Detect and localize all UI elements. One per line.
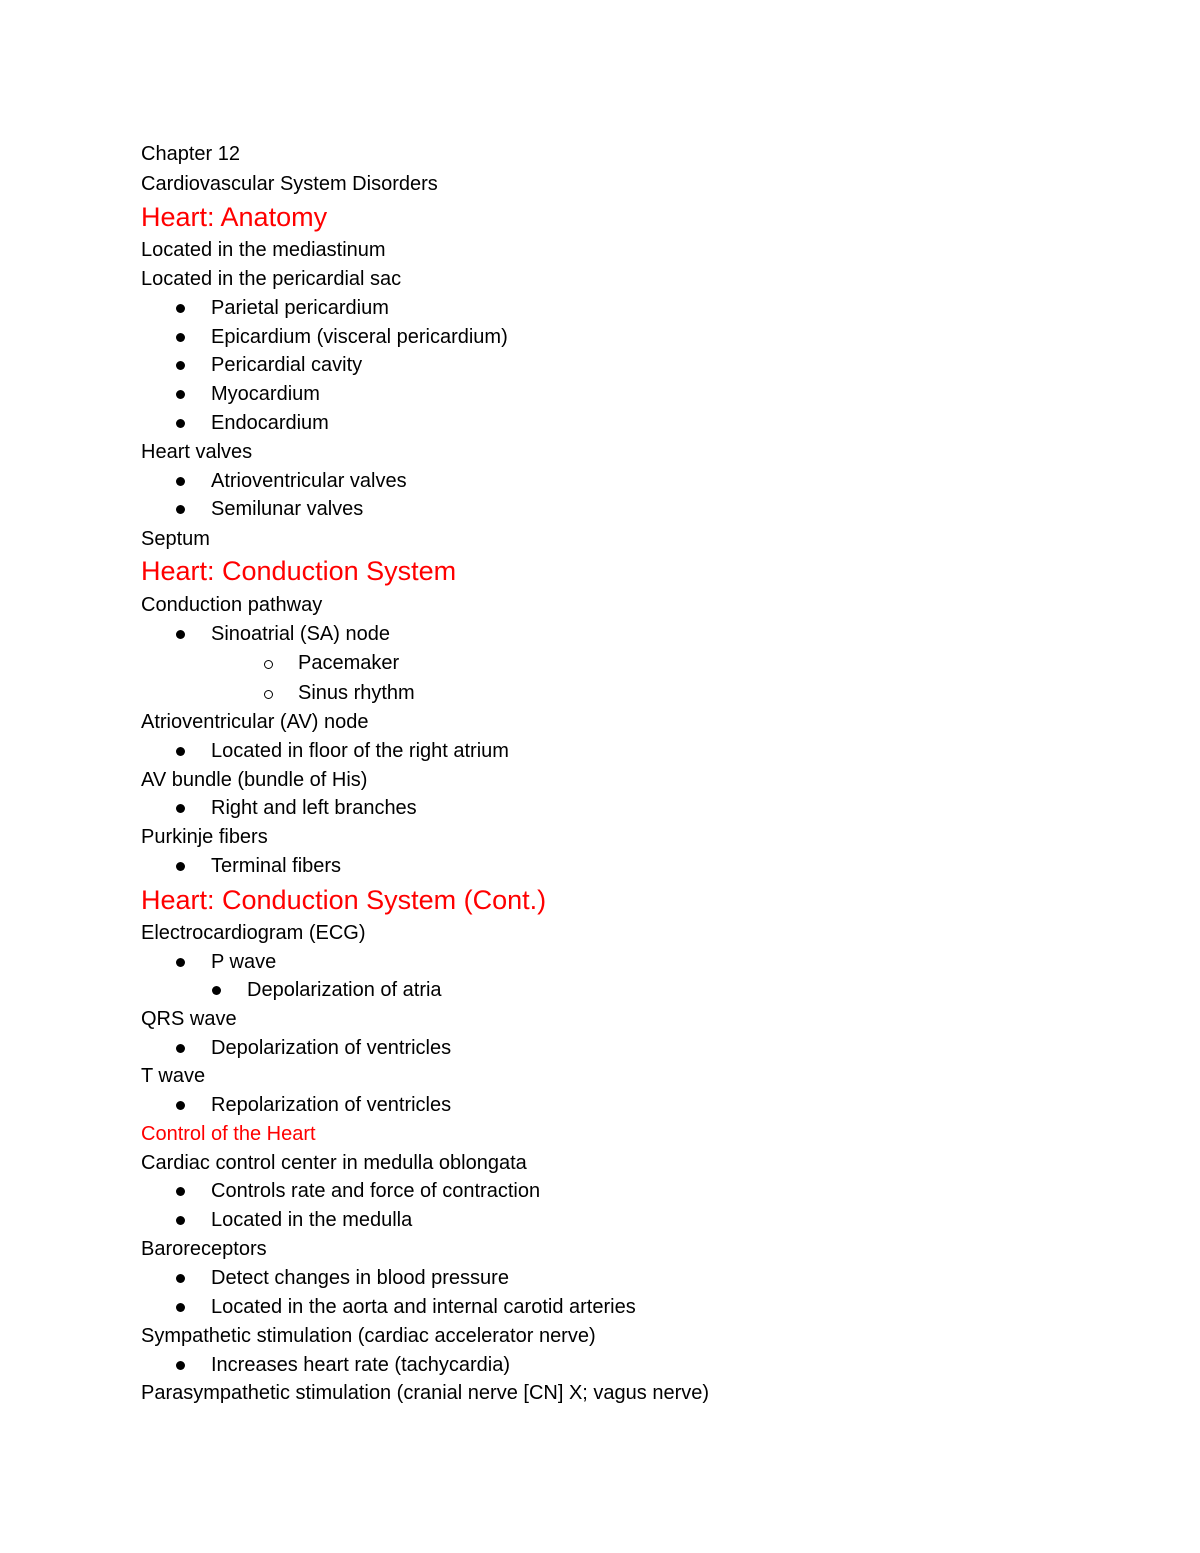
- list-item: Semilunar valves: [211, 498, 364, 520]
- bullet-icon: [176, 1101, 185, 1110]
- list-item: Detect changes in blood pressure: [211, 1267, 509, 1289]
- section-heading: Heart: Conduction System (Cont.): [141, 885, 547, 915]
- body-line: Heart valves: [141, 441, 253, 463]
- bullet-icon: [176, 333, 185, 342]
- bullet-icon: [176, 747, 185, 756]
- bullet-icon: [176, 1044, 185, 1053]
- sub-list-item: Sinus rhythm: [298, 682, 415, 704]
- subsection-heading: Control of the Heart: [141, 1123, 316, 1145]
- list-item: Atrioventricular valves: [211, 470, 407, 492]
- bullet-icon: [176, 862, 185, 871]
- list-item: Depolarization of ventricles: [211, 1037, 452, 1059]
- bullet-icon: [176, 505, 185, 514]
- bullet-icon: [176, 477, 185, 486]
- list-item: Pericardial cavity: [211, 354, 363, 376]
- list-item: Located in floor of the right atrium: [211, 740, 509, 762]
- section-heading: Heart: Conduction System: [141, 556, 457, 586]
- bullet-icon: [176, 1361, 185, 1370]
- bullet-icon: [176, 304, 185, 313]
- list-item: Sinoatrial (SA) node: [211, 623, 390, 645]
- bullet-icon: [212, 986, 221, 995]
- bullet-icon: [176, 1187, 185, 1196]
- body-line: Located in the mediastinum: [141, 239, 386, 261]
- bullet-icon: [176, 1274, 185, 1283]
- circle-bullet-icon: [264, 660, 273, 669]
- bullet-icon: [176, 361, 185, 370]
- list-item: Located in the medulla: [211, 1209, 413, 1231]
- body-line: Located in the pericardial sac: [141, 268, 402, 290]
- body-line: Atrioventricular (AV) node: [141, 711, 369, 733]
- circle-bullet-icon: [264, 690, 273, 699]
- body-line: Purkinje fibers: [141, 826, 268, 848]
- body-line: Cardiac control center in medulla oblongata: [141, 1152, 527, 1174]
- list-item: Depolarization of atria: [247, 979, 442, 1001]
- list-item: Right and left branches: [211, 797, 417, 819]
- list-item: Located in the aorta and internal carotid arteries: [211, 1296, 636, 1318]
- bullet-icon: [176, 958, 185, 967]
- list-item: Epicardium (visceral pericardium): [211, 326, 508, 348]
- body-line: Septum: [141, 528, 210, 550]
- bullet-icon: [176, 1303, 185, 1312]
- section-heading: Heart: Anatomy: [141, 202, 328, 232]
- bullet-icon: [176, 804, 185, 813]
- list-item: Parietal pericardium: [211, 297, 389, 319]
- sub-list-item: Pacemaker: [298, 652, 400, 674]
- bullet-icon: [176, 1216, 185, 1225]
- body-line: Cardiovascular System Disorders: [141, 173, 438, 195]
- bullet-icon: [176, 390, 185, 399]
- list-item: Repolarization of ventricles: [211, 1094, 452, 1116]
- list-item: Endocardium: [211, 412, 329, 434]
- body-line: T wave: [141, 1065, 206, 1087]
- list-item: Myocardium: [211, 383, 320, 405]
- list-item: Terminal fibers: [211, 855, 342, 877]
- body-line: Conduction pathway: [141, 594, 323, 616]
- bullet-icon: [176, 630, 185, 639]
- bullet-icon: [176, 419, 185, 428]
- body-line: Sympathetic stimulation (cardiac accelerator nerve): [141, 1325, 596, 1347]
- list-item: Increases heart rate (tachycardia): [211, 1354, 511, 1376]
- body-line: Electrocardiogram (ECG): [141, 922, 366, 944]
- list-item: P wave: [211, 951, 277, 973]
- body-line: AV bundle (bundle of His): [141, 769, 368, 791]
- body-line: QRS wave: [141, 1008, 237, 1030]
- body-line: Chapter 12: [141, 143, 240, 165]
- list-item: Controls rate and force of contraction: [211, 1180, 541, 1202]
- body-line: Parasympathetic stimulation (cranial nerve [CN] X; vagus nerve): [141, 1382, 710, 1404]
- body-line: Baroreceptors: [141, 1238, 267, 1260]
